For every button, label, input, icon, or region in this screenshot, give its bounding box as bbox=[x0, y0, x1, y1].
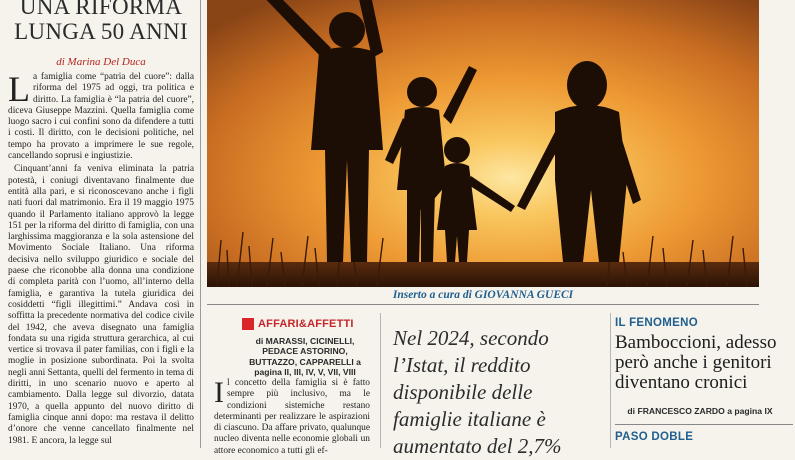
caption-divider bbox=[207, 304, 759, 305]
column-divider bbox=[200, 0, 201, 448]
photo-caption: Inserto a cura di GIOVANNA GUECI bbox=[392, 289, 574, 301]
red-square-icon bbox=[242, 318, 254, 330]
drop-cap: I bbox=[214, 376, 224, 409]
article-paragraph-2: Cinquant’anni fa veniva eliminata la patria potestà, i coniugi diventavano finalmente due entità alla pari, e si riconoscevano anche i figli nati fuori dal matrimonio. Era il 19 maggio 1975 quando il Parlamento italiano approvò la legge 151 per la riforma del diritto di famiglia, con una larghissima maggioranza e la sola astensione del Movimento Sociale Italiano. Una riforma decisiva nello sviluppo giuridico e sociale del paese che riconobbe alla donna una condizione di completa parità con l’uomo, all’interno della famiglia, e garantiva la tutela giuridica dei cosiddetti “figli illegittimi.” Andava così in soffitta la precedente normativa del codice civile del 1942, che aveva disegnato una famiglia fondata su una rigida struttura gerarchica, al cui vertice si trovava il pater familias, con i figli e la moglie in posizione subordinata. Poi la svolta negli anni Settanta, quelli del fermento in tema di diritti, in uno scenario nuovo e aperto al cambiamento. Dalla legge sul divorzio, datata 1970, a quella appunto del nuovo diritto di famiglia cinque anni dopo: ma restava il delitto d’onore che venne cancellato finalmente nel 1981. E ancora, la legge sul bbox=[8, 164, 194, 446]
right-divider bbox=[615, 424, 793, 425]
pull-quote: Nel 2024, secondo l’Istat, il reddito disponibile delle famiglie italiane è aumentato del 2,7% bbox=[393, 326, 562, 458]
article-paragraph-1 bbox=[8, 69, 194, 162]
section-body bbox=[214, 378, 370, 457]
family-silhouette-illustration bbox=[207, 0, 759, 287]
section-label-paso-doble: PASO DOBLE bbox=[615, 431, 694, 443]
headline-line-2: LUNGA 50 ANNI bbox=[14, 19, 188, 44]
column-divider bbox=[610, 313, 611, 448]
column-divider bbox=[380, 313, 381, 448]
section-body-text: l concetto della famiglia si è fatto sempre più inclusivo, ma le condizioni sistemiche restano determinanti per realizzare le aspirazioni di ciascuno. Da affare privato, qualunque nucleo diventa nelle economie globali un attore economico a tutti gli ef- bbox=[214, 378, 370, 456]
paragraph-1-text: a famiglia come “patria del cuore”: dalla riforma del 1975 ad oggi, tra politica e diritto. La famiglia è “la patria del cuore”, diceva Giuseppe Mazzini. Quella famiglia come luogo sacro i cui confini sono da difendere a tutti i costi. Il diritto, con le decisioni politiche, nel tempo ha provato a imprimere le sue regole, cancellando soprusi e ingiustizie. bbox=[8, 72, 194, 162]
feature-headline: Bamboccioni, adesso però anche i genitori diventano cronici bbox=[615, 332, 777, 393]
article-body bbox=[8, 69, 194, 449]
feature-credit: di FRANCESCO ZARDO a pagina IX bbox=[627, 406, 773, 416]
section-label: IL FENOMENO bbox=[615, 317, 698, 329]
article-headline bbox=[8, 0, 194, 44]
article-byline: di Marina Del Duca bbox=[56, 56, 146, 68]
headline-line-1: UNA RIFORMA bbox=[19, 0, 183, 19]
family-sunset-photo bbox=[207, 0, 759, 287]
drop-cap: L bbox=[8, 69, 30, 109]
section-title: AFFARI&AFFETTI bbox=[258, 318, 354, 330]
section-credits: di MARASSI, CICINELLI, PEDACE ASTORINO, BUTTAZZO, CAPPARELLI a pagina II, III, IV, V, VII, VIII bbox=[249, 336, 361, 378]
